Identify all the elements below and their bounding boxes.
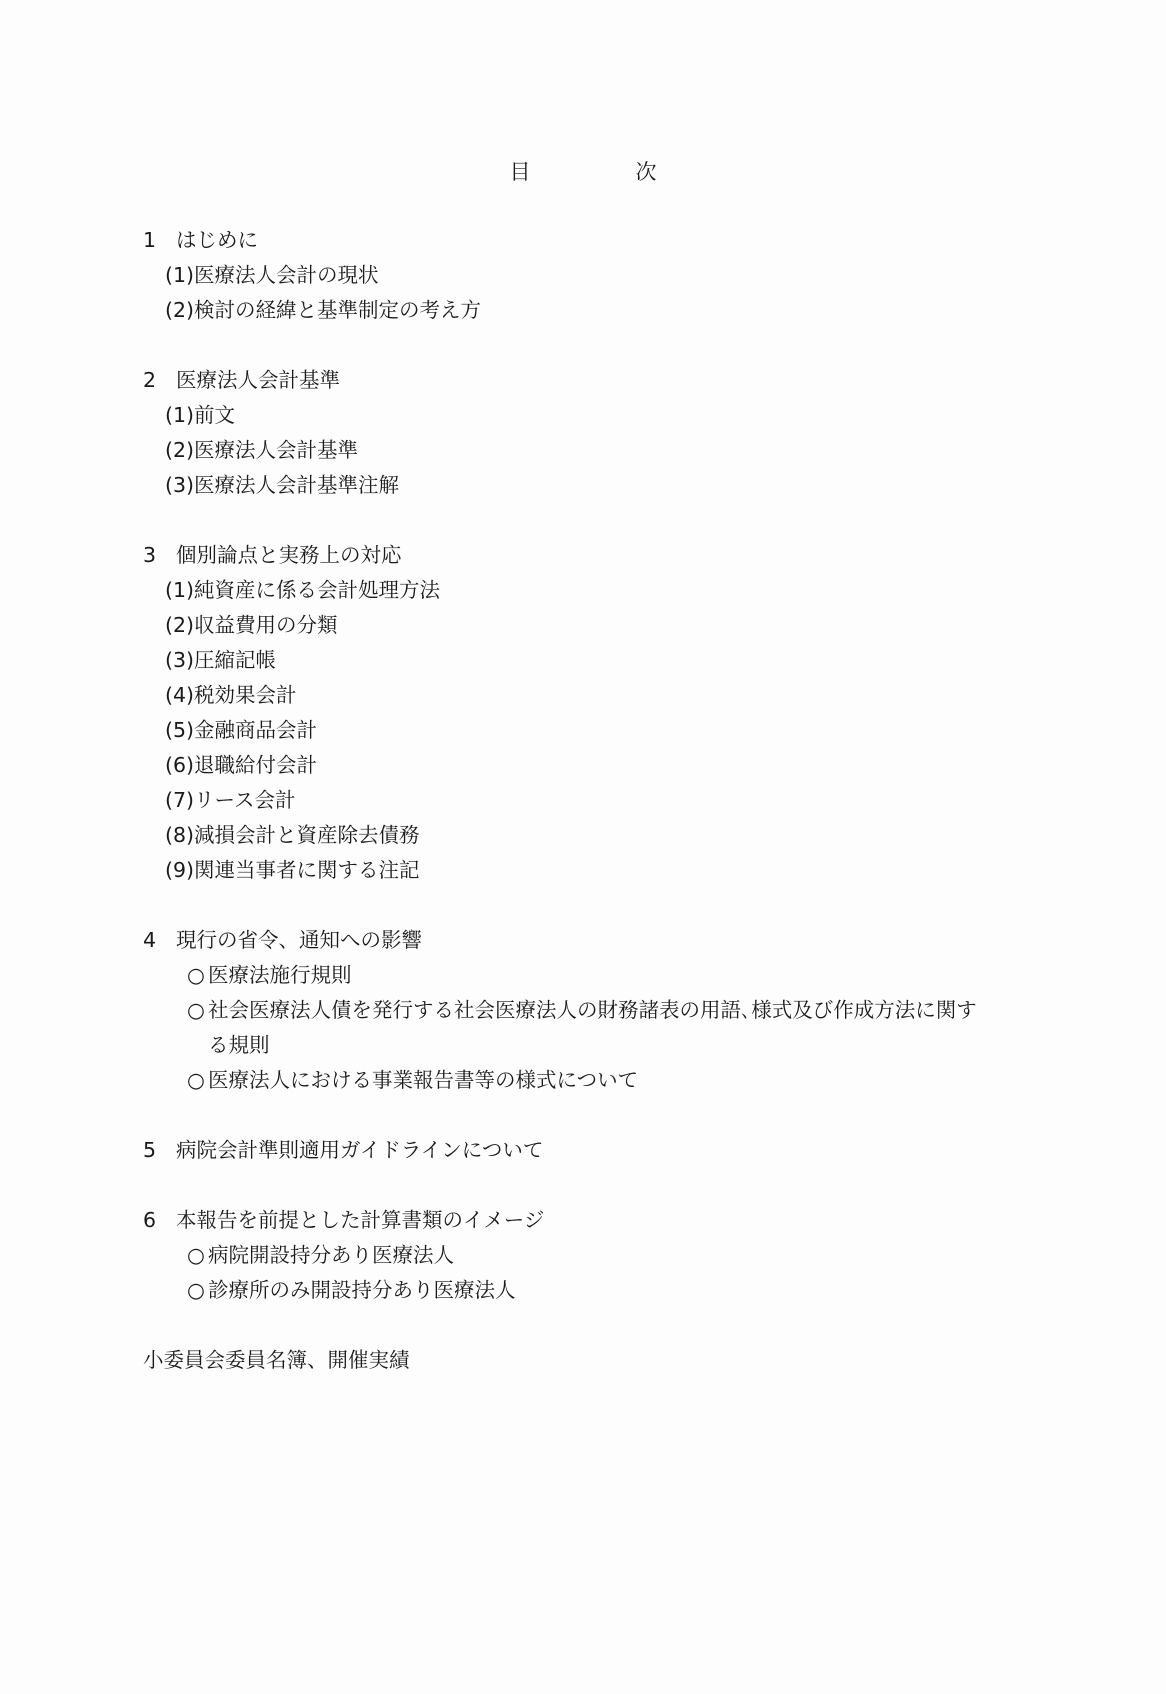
- section-heading: [143, 223, 1043, 258]
- circle-bullet-icon: ○: [187, 1278, 205, 1302]
- subsection-item: (1)純資産に係る会計処理方法: [165, 578, 441, 602]
- section-title: 医療法人会計基準: [176, 368, 340, 392]
- circle-bullet-icon: ○: [187, 963, 205, 987]
- bullet-item-text: 医療法人における事業報告書等の様式について: [208, 1068, 639, 1092]
- subsection-item: (2)医療法人会計基準: [165, 438, 359, 462]
- section-title: はじめに: [176, 228, 258, 252]
- toc-section-3: [143, 538, 1043, 888]
- section-heading: [143, 1203, 1043, 1238]
- subsection-item: (5)金融商品会計: [165, 718, 318, 742]
- subsection-item: (4)税効果会計: [165, 683, 297, 707]
- section-number: 4: [143, 928, 157, 952]
- subsection-item: (7)リース会計: [165, 788, 296, 812]
- bullet-item: [143, 1273, 1043, 1308]
- bullet-item-text: 病院開設持分あり医療法人: [208, 1243, 454, 1267]
- section-title: 本報告を前提とした計算書類のイメージ: [176, 1208, 545, 1232]
- section-title: 個別論点と実務上の対応: [176, 543, 402, 567]
- subsection-item: (2)検討の経緯と基準制定の考え方: [165, 298, 482, 322]
- circle-bullet-icon: ○: [187, 1068, 205, 1092]
- section-heading: [143, 538, 1043, 573]
- subsection-item: (1)前文: [165, 403, 236, 427]
- committee-roster-entry: 小委員会委員名簿、開催実績: [143, 1348, 410, 1372]
- bullet-item: [143, 1063, 1043, 1098]
- toc-section-6: [143, 1203, 1043, 1308]
- toc-section-5: [143, 1133, 1043, 1168]
- bullet-item-text: 社会医療法人債を発行する社会医療法人の財務諸表の用語､様式及び作成方法に関す: [208, 998, 977, 1022]
- circle-bullet-icon: ○: [187, 1243, 205, 1267]
- toc-section-2: [143, 363, 1043, 503]
- section-number: 2: [143, 368, 157, 392]
- bullet-item-text: 診療所のみ開設持分あり医療法人: [208, 1278, 516, 1302]
- subsection-item: (6)退職給付会計: [165, 753, 318, 777]
- section-number: 5: [143, 1138, 157, 1162]
- section-title: 病院会計準則適用ガイドラインについて: [176, 1138, 544, 1162]
- bullet-item: [143, 993, 1043, 1063]
- section-number: 3: [143, 543, 157, 567]
- section-title: 現行の省令、通知への影響: [176, 928, 422, 952]
- section-number: 6: [143, 1208, 157, 1232]
- subsection-item: (9)関連当事者に関する注記: [165, 858, 420, 882]
- section-number: 1: [143, 228, 157, 252]
- subsection-item: (1)医療法人会計の現状: [165, 263, 379, 287]
- circle-bullet-icon: ○: [187, 998, 205, 1022]
- subsection-item: (3)医療法人会計基準注解: [165, 473, 400, 497]
- bullet-item-text: 医療法施行規則: [208, 963, 352, 987]
- section-heading: [143, 1133, 1043, 1168]
- section-heading: [143, 923, 1043, 958]
- toc-section-1: [143, 223, 1043, 328]
- subsection-item: (8)減損会計と資産除去債務: [165, 823, 420, 847]
- section-heading: [143, 363, 1043, 398]
- bullet-item: [143, 1238, 1043, 1273]
- subsection-item: (2)収益費用の分類: [165, 613, 338, 637]
- bullet-item: [143, 958, 1043, 993]
- toc-section-4: [143, 923, 1043, 1098]
- table-of-contents: [143, 223, 1043, 1378]
- page-title: 目 次: [509, 160, 699, 184]
- bullet-item-continuation: る規則: [208, 1033, 270, 1057]
- subsection-item: (3)圧縮記帳: [165, 648, 277, 672]
